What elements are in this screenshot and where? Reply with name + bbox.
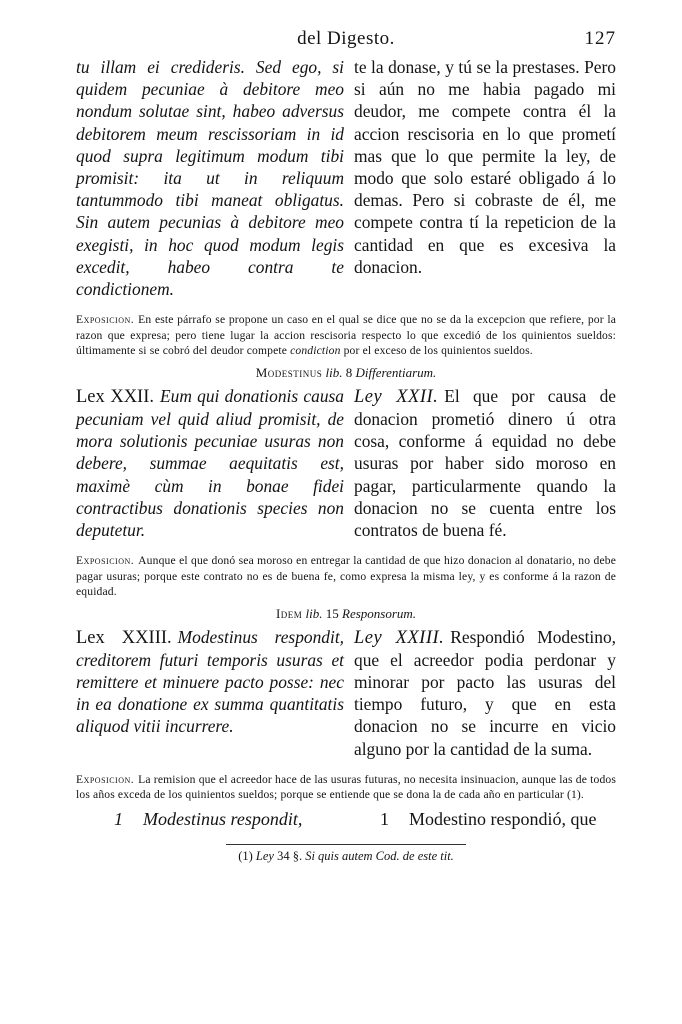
spanish-text-1: te la donase, y tú se la prestases. Pero si aún no me habia pagado mi deudor, me compete contra él la accion rescisoria en lo que prometí mas que lo que permite la ley, de modo que solo estaré obligado á lo demas. Pero si cobraste de él, me compete contra tí la repeticion de la cantidad en que es excesiva la donacion.	[354, 57, 616, 277]
source-lib: lib.	[305, 605, 323, 621]
ley-23-spanish	[354, 626, 616, 760]
lex-22-latin-text: Eum qui donationis causa pecuniam vel quid aliud promisit, de mora solutionis pecuniae usuras non debere, summae aequitatis est, maximè cùm in bonae fidei contractibus donationis species non deputetur.	[76, 385, 344, 540]
lex-23-latin-text: Modestinus respondit, creditorem futuri temporis usuras et remittere et minuere pacto posse: nec in ea donatione ex summa quantitatis aliquod vitii incurrere.	[76, 626, 344, 737]
book-page	[76, 26, 616, 864]
ley-22-spanish-text: El que por causa de donacion prometió dinero ú otra cosa, conforme á equidad no debe usuras por haber sido moroso en pagar, particularmente quando la donacion no se cuenta entre los contratos de buena fé.	[354, 385, 617, 540]
ley-23-heading: Ley XXIII.	[354, 627, 445, 648]
source-author: Idem	[275, 605, 303, 621]
paragraph-1-latin-text: Modestinus respondit,	[143, 808, 303, 829]
footnote-number: 34	[277, 848, 290, 863]
exposicion-text-end: por el exceso de los quinientos sueldos.	[340, 344, 533, 358]
lex-23-block	[76, 626, 616, 760]
paragraph-1-spanish	[354, 809, 616, 830]
source-citation-1	[76, 365, 616, 381]
exposicion-italic-term: condiction	[290, 344, 341, 358]
exposicion-text: La remision que el acreedor hace de las usuras futuras, no necesita insinuacion, aunque las de todos los años exceda de los quinientos sueldos; porque se entiende que se dona la de cada año en particular (1).	[76, 772, 616, 802]
lex-22-latin	[76, 385, 344, 541]
lex-23-heading: Lex XXIII.	[76, 627, 172, 648]
footnote	[76, 849, 616, 864]
exposicion-label: Exposicion.	[76, 772, 135, 786]
ley-22-spanish	[354, 385, 616, 541]
footnote-ley: Ley	[255, 848, 274, 863]
source-work: Differentiarum.	[355, 364, 437, 380]
footnote-mark: (1)	[238, 848, 253, 863]
paragraph-1-spanish-text: Modestino respondió, que	[409, 808, 597, 829]
lex-22-block	[76, 385, 616, 541]
footnote-text: Si quis autem Cod. de este tit.	[305, 848, 454, 863]
latin-text-1: tu illam ei credideris. Sed ego, si quidem pecuniae à debitore meo nondum solutae sint, habeo adversus debitorem meum rescissoriam in id quod supra legitimum modum tibi promisit: ita ut in reliquum tantummodo tibi maneat obligatus. Sin autem pecunias à debitore meo exegisti, in hoc quod modum legis excedit, habeo contra te condictionem.	[76, 57, 344, 300]
source-author: Modestinus	[255, 364, 323, 380]
exposicion-1	[76, 312, 616, 359]
page-number: 127	[584, 28, 616, 49]
exposicion-text: Aunque el que donó sea moroso en entregar la cantidad de que hizo donacion al donatario, no debe pagar usuras; porque este contrato no es de buena fe, como expresa la misma ley, y es conforme á la razon de equidad.	[76, 554, 616, 599]
source-book: 15	[325, 605, 339, 621]
paragraph-1-row	[76, 809, 616, 830]
ley-22-heading: Ley XXII.	[354, 386, 439, 407]
running-title: del Digesto.	[297, 28, 395, 49]
footnote-divider	[226, 844, 466, 845]
exposicion-label: Exposicion.	[76, 313, 135, 327]
lex-23-latin	[76, 626, 344, 760]
exposicion-label: Exposicion.	[76, 554, 135, 568]
source-citation-2	[76, 606, 616, 622]
source-book: 8	[345, 364, 353, 380]
paragraph-1-latin	[76, 809, 344, 830]
exposicion-text: En este párrafo se propone un caso en el qual se dice que no se da la excepcion que refiere, por la razon que expresa; pero tiene lugar la accion rescisoria respecto lo que excedió de los quinientos sueldos: últimamente si se cobró del deudor compete	[76, 313, 616, 358]
exposicion-3	[76, 772, 616, 803]
paragraph-number: 1	[380, 808, 389, 829]
lex-22-heading: Lex XXII.	[76, 386, 154, 407]
source-lib: lib.	[325, 364, 343, 380]
paragraph-number: 1	[114, 808, 123, 829]
exposicion-2	[76, 553, 616, 600]
parallel-text-block-1	[76, 56, 616, 300]
ley-23-spanish-text: Respondió Modestino, que el acreedor podia perdonar y minorar por pacto las usuras del tiempo futuro, y que en esta donacion no se incurre en vicio alguno por la cantidad de la suma.	[354, 626, 616, 759]
footnote-section-sign: §.	[292, 848, 303, 863]
source-work: Responsorum.	[342, 605, 417, 621]
running-head	[76, 26, 616, 56]
